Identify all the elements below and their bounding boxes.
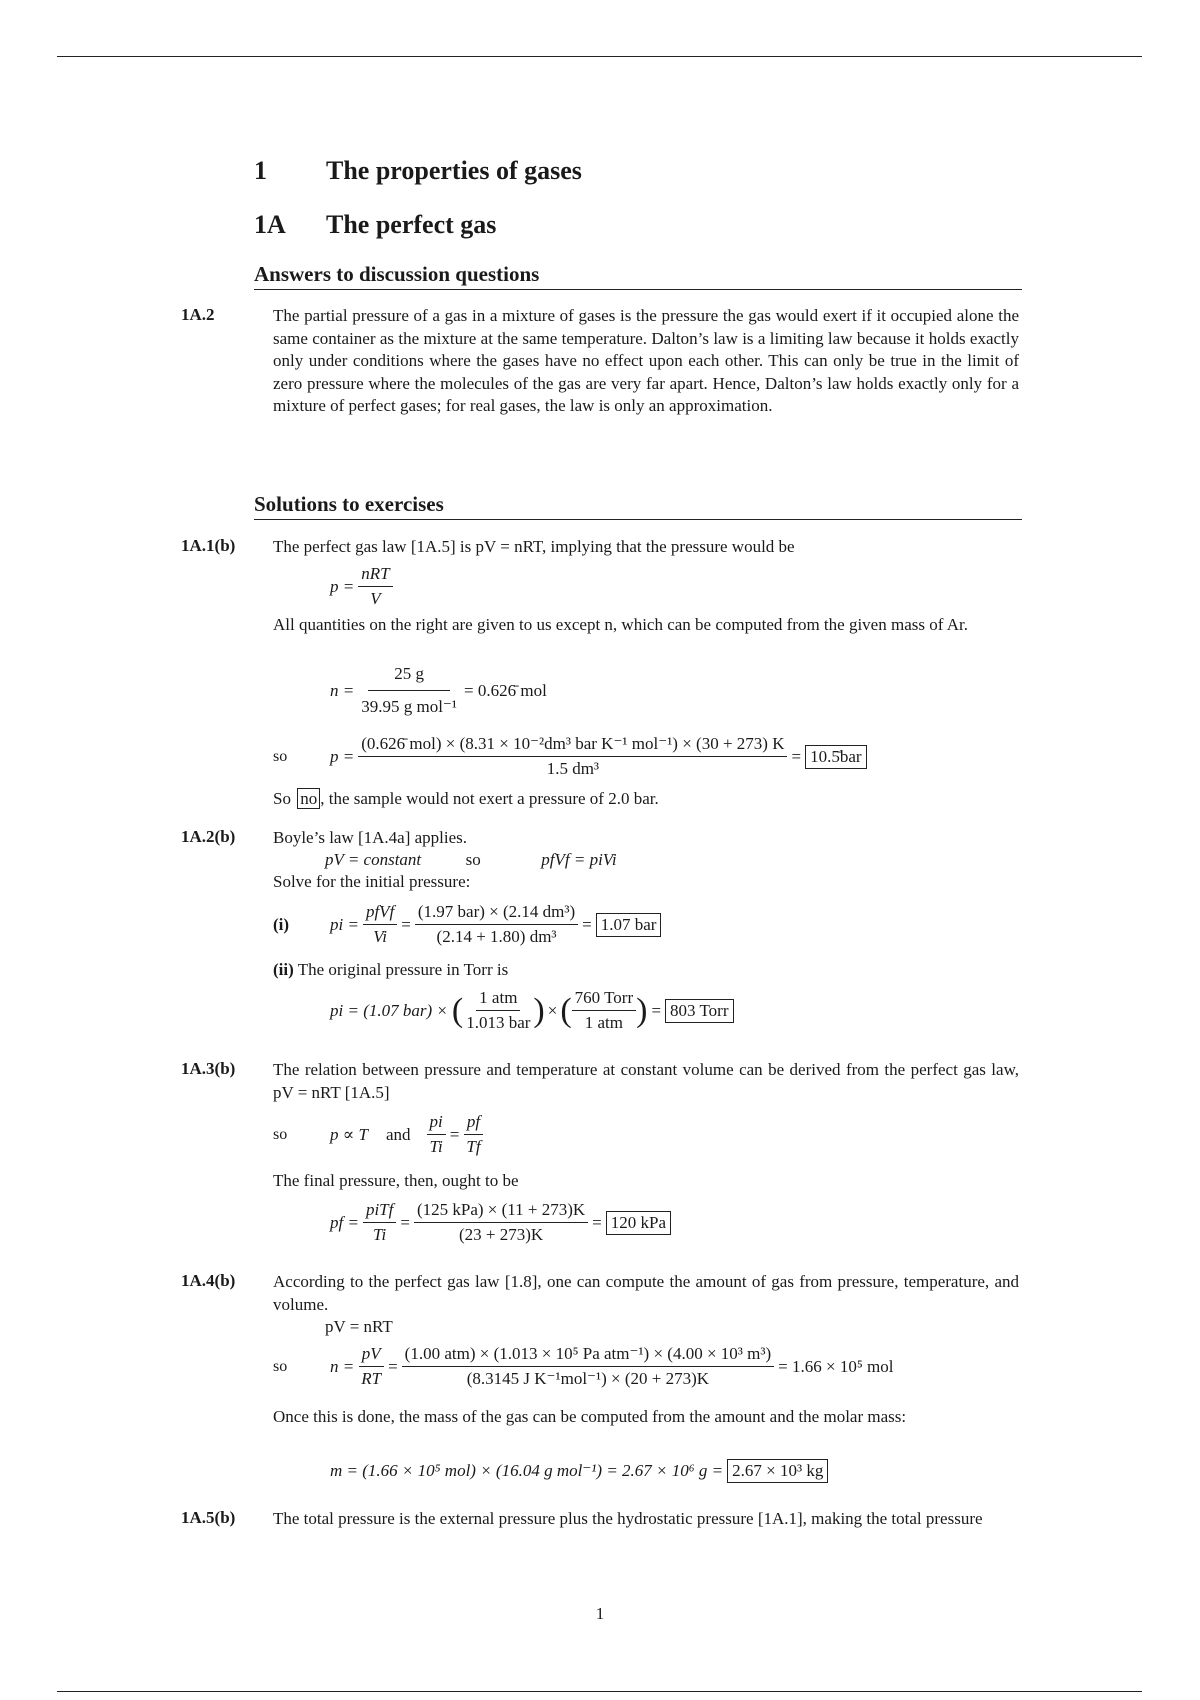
- top-rule: [57, 56, 1142, 57]
- equals-sign: =: [582, 914, 592, 934]
- boxed-answer: 120 kPa: [606, 1211, 671, 1235]
- equation-lhs: pi = (1.07 bar) ×: [330, 1000, 448, 1020]
- chapter-title: The properties of gases: [326, 156, 582, 185]
- equation: [273, 1112, 488, 1157]
- exercise-conclusion: [273, 789, 659, 809]
- equation-lhs: p =: [330, 576, 355, 596]
- conclusion-text: So: [273, 789, 291, 808]
- equation-lhs: n =: [330, 1356, 355, 1376]
- equation: [273, 902, 661, 947]
- equation-rhs: = 0.626̄ mol: [464, 680, 547, 700]
- boxed-answer: 2.67 × 10³ kg: [727, 1459, 828, 1483]
- page-number: 1: [595, 1604, 605, 1623]
- chapter-number: 1: [254, 156, 267, 185]
- fraction: [358, 664, 460, 717]
- fraction-numerator: piTf: [363, 1200, 396, 1223]
- equation: [330, 564, 397, 609]
- fraction: [363, 1200, 396, 1245]
- fraction-numerator: 25 g: [368, 664, 450, 691]
- proportionality: p ∝ T: [330, 1124, 368, 1144]
- equals-sign: =: [388, 1356, 398, 1376]
- fraction-numerator: pV: [359, 1344, 384, 1367]
- part-label: (i): [273, 914, 290, 934]
- fraction: [415, 902, 578, 947]
- exercise-text: Solve for the initial pressure:: [273, 872, 471, 891]
- equation: [330, 1459, 828, 1483]
- fraction: [463, 988, 533, 1033]
- fraction-numerator: pf: [464, 1112, 483, 1135]
- fraction-numerator: nRT: [358, 564, 392, 587]
- exercise-label: 1A.4(b): [181, 1271, 236, 1290]
- exercise-intro: The perfect gas law [1A.5] is pV = nRT, implying that the pressure would be: [273, 537, 795, 556]
- equals-sign: =: [400, 1212, 410, 1232]
- exercise-label: 1A.1(b): [181, 536, 236, 555]
- equation: pV = nRT: [325, 1317, 393, 1336]
- exercise-label: 1A.3(b): [181, 1059, 236, 1078]
- equation: [273, 734, 867, 779]
- fraction-numerator: 1 atm: [476, 988, 520, 1011]
- fraction-denominator: Vi: [373, 927, 388, 946]
- question-label: 1A.2: [181, 305, 215, 324]
- equation-connector: so: [273, 747, 288, 765]
- boxed-answer: no: [297, 788, 320, 809]
- times-sign: ×: [547, 1000, 558, 1020]
- fraction: [414, 1200, 588, 1245]
- fraction: [358, 734, 787, 779]
- fraction-denominator: Ti: [429, 1137, 443, 1156]
- fraction-denominator: 1.5 dm³: [546, 759, 600, 778]
- fraction-numerator: (125 kPa) × (11 + 273)K: [414, 1200, 588, 1223]
- boxed-answer: 803 Torr: [665, 999, 733, 1023]
- fraction-denominator: (8.3145 J K⁻¹mol⁻¹) × (20 + 273)K: [466, 1369, 710, 1388]
- exercise-intro: Boyle’s law [1A.4a] applies.: [273, 828, 468, 847]
- chapter-heading: [254, 156, 582, 186]
- equation: [330, 1200, 671, 1245]
- equation-rhs: pfVf = piVi: [541, 850, 617, 869]
- exercise-text: [273, 960, 508, 980]
- solutions-heading: Solutions to exercises: [254, 492, 1022, 520]
- equation: [330, 664, 547, 717]
- equals-sign: =: [651, 1000, 662, 1020]
- topic-number: 1A: [254, 210, 286, 239]
- fraction-denominator: Ti: [373, 1225, 387, 1244]
- exercise-label: 1A.2(b): [181, 827, 236, 846]
- fraction-numerator: (1.00 atm) × (1.013 × 10⁵ Pa atm⁻¹) × (4.00 × 10³ m³): [402, 1344, 774, 1367]
- bottom-rule: [57, 1691, 1142, 1692]
- exercise-label: 1A.5(b): [181, 1508, 236, 1527]
- fraction: [427, 1112, 446, 1157]
- fraction-numerator: (1.97 bar) × (2.14 dm³): [415, 902, 578, 925]
- equation-lhs: p =: [330, 746, 355, 766]
- part-label: (ii): [273, 960, 294, 979]
- fraction-denominator: 1.013 bar: [466, 1013, 531, 1032]
- equation-connector: so: [465, 850, 481, 869]
- topic-heading: [254, 210, 496, 240]
- exercise-text: The final pressure, then, ought to be: [273, 1171, 519, 1190]
- question-answer: The partial pressure of a gas in a mixture of gases is the pressure the gas would exert if it occupied alone the same container as the mixture at the same temperature. Dalton’s law is a limiting law because it holds exactly only under conditions where the gases have no effect upon each other. This can only be true in the limit of zero pressure where the molecules of the gas are very far apart. Hence, Dalton’s law holds exactly only for a mixture of perfect gases; for real gases, the law is only an approximation.: [273, 306, 1019, 415]
- fraction-denominator: Tf: [466, 1137, 481, 1156]
- exercise-text: All quantities on the right are given to us except n, which can be computed from the given mass of Ar.: [273, 615, 968, 634]
- part-text: The original pressure in Torr is: [297, 960, 509, 979]
- fraction: [572, 988, 636, 1033]
- discussion-heading: Answers to discussion questions: [254, 262, 1022, 290]
- equals-sign: =: [401, 914, 411, 934]
- exercise-intro: The total pressure is the external pressure plus the hydrostatic pressure [1A.1], making the total pressure: [273, 1509, 983, 1528]
- exercise-intro: According to the perfect gas law [1.8], one can compute the amount of gas from pressure, temperature, and volume.: [273, 1272, 1019, 1314]
- boxed-answer: 10.5̄bar: [805, 745, 866, 769]
- fraction-numerator: pi: [427, 1112, 446, 1135]
- conclusion-text: , the sample would not exert a pressure of 2.0 bar.: [320, 789, 659, 808]
- equation-rhs: = 1.66 × 10⁵ mol: [778, 1356, 894, 1376]
- boxed-answer: 1.07 bar: [596, 913, 662, 937]
- equation-lhs: pf =: [330, 1212, 359, 1232]
- equation-connector: and: [385, 1124, 411, 1144]
- equals-sign: =: [449, 1124, 460, 1144]
- equation-lhs: m = (1.66 × 10⁵ mol) × (16.04 g mol⁻¹) = 2.67 × 10⁶ g =: [330, 1461, 724, 1480]
- fraction-denominator: (23 + 273)K: [458, 1225, 544, 1244]
- equation-lhs: pi =: [330, 914, 359, 934]
- fraction-denominator: V: [370, 589, 381, 608]
- exercise-text: Once this is done, the mass of the gas can be computed from the amount and the molar mass:: [273, 1407, 907, 1426]
- equals-sign: =: [791, 746, 802, 766]
- equals-sign: =: [592, 1212, 602, 1232]
- fraction: [402, 1344, 774, 1389]
- equation-lhs: n =: [330, 680, 355, 700]
- topic-title: The perfect gas: [326, 210, 497, 239]
- equation-connector: so: [273, 1125, 288, 1143]
- equation: [273, 1344, 893, 1389]
- equation-lhs: pV = constant: [325, 850, 422, 869]
- fraction: [463, 1112, 483, 1157]
- fraction-denominator: 39.95 g mol⁻¹: [361, 697, 458, 716]
- fraction-denominator: 1 atm: [584, 1013, 624, 1032]
- equation: [325, 850, 617, 870]
- fraction: [363, 902, 397, 947]
- exercise-intro: The relation between pressure and temperature at constant volume can be derived from the perfect gas law, pV = nRT [1A.5]: [273, 1060, 1019, 1102]
- equation: pi = (1.07 bar) × ( $\frac{\text{1 atm}}{\text{1.013 bar}}$ ) × ( $\frac{\text{760 Torr}}{\text{1 atm}}$ ) = 803 Torr: [330, 988, 734, 1033]
- fraction: [358, 1344, 384, 1389]
- fraction-denominator: (2.14 + 1.80) dm³: [436, 927, 557, 946]
- fraction-denominator: RT: [361, 1369, 382, 1388]
- fraction: [358, 564, 392, 609]
- fraction-numerator: (0.626̄ mol) × (8.31 × 10⁻²dm³ bar K⁻¹ mol⁻¹) × (30 + 273) K: [358, 734, 787, 757]
- fraction-numerator: pfVf: [363, 902, 397, 925]
- equation-connector: so: [273, 1357, 288, 1375]
- fraction-numerator: 760 Torr: [572, 988, 636, 1011]
